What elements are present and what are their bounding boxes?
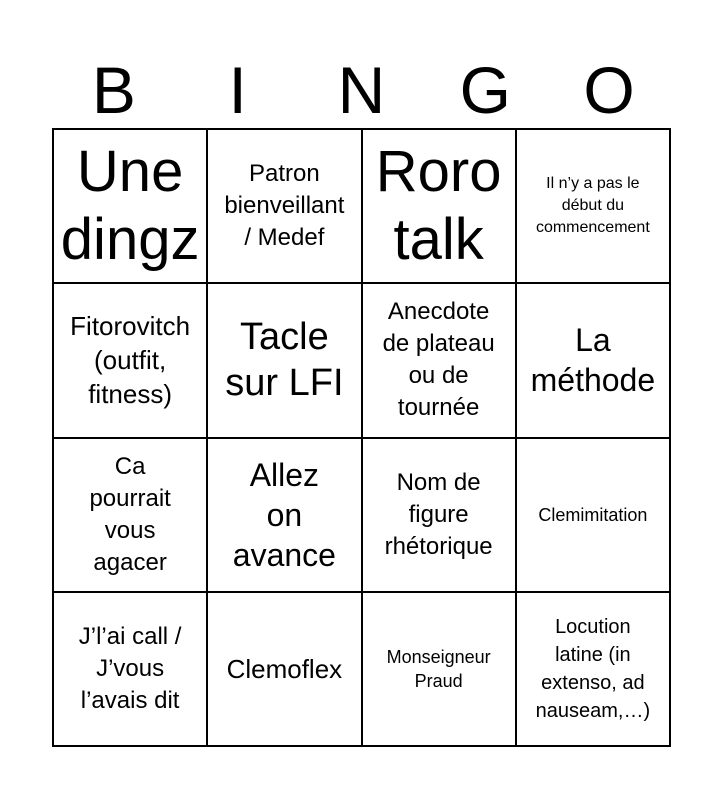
bingo-cell[interactable]: [208, 439, 362, 593]
bingo-cell[interactable]: [363, 439, 517, 593]
bingo-cell[interactable]: [517, 439, 671, 593]
cell-text: Il n’y a pas le début du commencement: [535, 175, 650, 237]
cell-text: Roro talk: [375, 139, 502, 273]
bingo-cell[interactable]: [54, 130, 208, 284]
bingo-cell[interactable]: [54, 284, 208, 438]
bingo-cell[interactable]: [363, 130, 517, 284]
cell-text: Fitorovitch (outfit, fitness): [70, 311, 191, 410]
header-letter-n: N: [337, 53, 386, 127]
header-letter-g: G: [459, 53, 511, 127]
bingo-cell[interactable]: [517, 284, 671, 438]
bingo-cell[interactable]: [363, 593, 517, 747]
bingo-cell[interactable]: [208, 593, 362, 747]
cell-text: Clemoflex: [226, 653, 343, 684]
bingo-grid: [52, 128, 671, 747]
bingo-cell[interactable]: [363, 284, 517, 438]
bingo-cell[interactable]: [54, 439, 208, 593]
cell-text: Tacle sur LFI: [225, 316, 344, 405]
bingo-header: [52, 52, 671, 128]
bingo-cell[interactable]: [54, 593, 208, 747]
cell-text: Une dingz: [60, 139, 200, 273]
header-letter-i: I: [228, 53, 247, 127]
cell-text: Patron bienveillant / Medef: [224, 160, 345, 252]
header-letter-b: B: [91, 53, 136, 127]
bingo-cell[interactable]: [208, 284, 362, 438]
cell-text: Nom de figure rhétorique: [384, 468, 493, 560]
cell-text: Allez on avance: [232, 456, 336, 573]
cell-text: Clemimitation: [538, 504, 648, 525]
cell-text: Anecdote de plateau ou de tournée: [382, 298, 495, 422]
bingo-cell[interactable]: [208, 130, 362, 284]
cell-text: La méthode: [530, 322, 656, 399]
cell-text: Monseigneur Praud: [386, 646, 491, 691]
bingo-cell[interactable]: [517, 130, 671, 284]
cell-text: Ca pourrait vous agacer: [89, 452, 171, 576]
header-letter-o: O: [583, 53, 635, 127]
cell-text: Locution latine (in extenso, ad nauseam,…): [535, 615, 651, 722]
bingo-cell[interactable]: [517, 593, 671, 747]
cell-text: J’l’ai call / J’vous l’avais dit: [78, 622, 182, 714]
